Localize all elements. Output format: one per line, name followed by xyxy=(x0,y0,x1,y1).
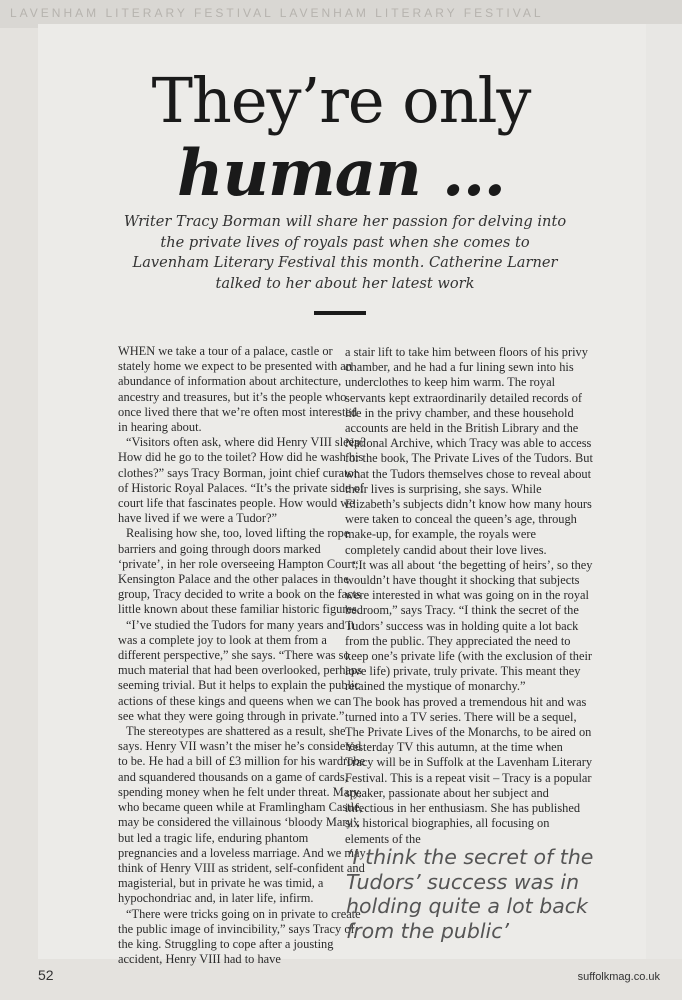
article-headline xyxy=(0,64,682,211)
paragraph: a stair lift to take him between floors of his privy chamber, and he had a fur lining sewn into his underclothes to keep him warm. The royal servants kept extraordinarily detailed records of life in the privy chamber, and these household accounts are held in the British Library and the National Archive, which Tracy was able to access for the book, The Private Lives of the Tudors. But what the Tudors themselves chose to reveal about their lives is surprising, she says. While Elizabeth’s subjects didn’t know how many hours were taken to conceal the queen’s age, through make-up, for example, the royals were completely candid about their love lives. xyxy=(345,345,593,557)
divider-rule xyxy=(314,311,366,315)
paragraph: “It was all about ‘the begetting of heirs’, so they wouldn’t have thought it shocking that subjects were interested in what was going on in the royal bedroom,” says Tracy. “I think the secret of the Tudors’ success was in holding quite a lot back from the public. They appreciated the need to keep one’s private life (with the exclusion of their love life) private, truly private. This meant they retained the mystique of monarchy.” xyxy=(345,557,593,694)
paragraph: “Visitors often ask, where did Henry VIII sleep? How did he go to the toilet? How did he wash his clothes?” says Tracy Borman, joint chief curator of Historic Royal Palaces. “It’s the private side of court life that fascinates people. How would we have lived if we were a Tudor?” xyxy=(118,435,366,526)
headline-line-2: human … xyxy=(176,136,506,211)
body-column-right xyxy=(345,345,593,847)
body-column-left xyxy=(118,344,366,967)
running-head: LAVENHAM LITERARY FESTIVAL LAVENHAM LITERARY FESTIVAL xyxy=(0,0,682,28)
paragraph: The book has proved a tremendous hit and was turned into a TV series. There will be a sequel, The Private Lives of the Monarchs, to be aired on Yesterday TV this autumn, at the time when Tracy will be in Suffolk at the Lavenham Literary Festival. This is a repeat visit – Tracy is a popular speaker, passionate about her subject and infectious in her enthusiasm. She has published six historical biographies, all focusing on elements of the xyxy=(345,694,593,846)
paragraph: The stereotypes are shattered as a result, she says. Henry VII wasn’t the miser he’s considered to be. He had a bill of £3 million for his wardrobe and squandered thousands on a game of cards, spending money when he felt under threat. Mary, who became queen while at Framlingham Castle, may be considered the villainous ‘bloody Mary’, but led a tragic life, enduring phantom pregnancies and a loveless marriage. And we may think of Henry VIII as strident, self-confident and magisterial, but in private he was timid, a hypochondriac and, in later life, infirm. xyxy=(118,724,366,906)
paragraph: “There were tricks going on in private to create the public image of invincibility,” says Tracy of the king. Struggling to cope after a jousting accident, Henry VIII had to have xyxy=(118,906,361,967)
paragraph: WHEN we take a tour of a palace, castle or stately home we expect to be presented with an abundance of information about architecture, ancestry and treasures, but it’s the people who once lived there that we’re often most interested in hearing about. xyxy=(118,344,358,435)
paragraph: Realising how she, too, loved lifting the rope barriers and going through doors marked ‘private’, in her role overseeing Hampton Court, Kensington Palace and the other palaces in the group, Tracy decided to write a book on the facts little known about these familiar historic figures. xyxy=(118,526,361,617)
headline-line-1: They’re only xyxy=(151,64,531,137)
standfirst: Writer Tracy Borman will share her passion for delving into the private lives of royals past when she comes to Lavenham Literary Festival this month. Catherine Larner talked to her about her latest work xyxy=(123,213,567,292)
website-url: suffolkmag.co.uk xyxy=(577,971,660,983)
page-number: 52 xyxy=(38,967,54,983)
paragraph: “I’ve studied the Tudors for many years and it was a complete joy to look at them from a different perspective,” she says. “There was so much material that had been overlooked, perhaps seeming trivial. But it helps to explain the public actions of these kings and queens when we can see what they were going through in private.” xyxy=(118,617,362,723)
pull-quote: ‘I think the secret of the Tudors’ success was in holding quite a lot back from the public’ xyxy=(346,845,594,943)
